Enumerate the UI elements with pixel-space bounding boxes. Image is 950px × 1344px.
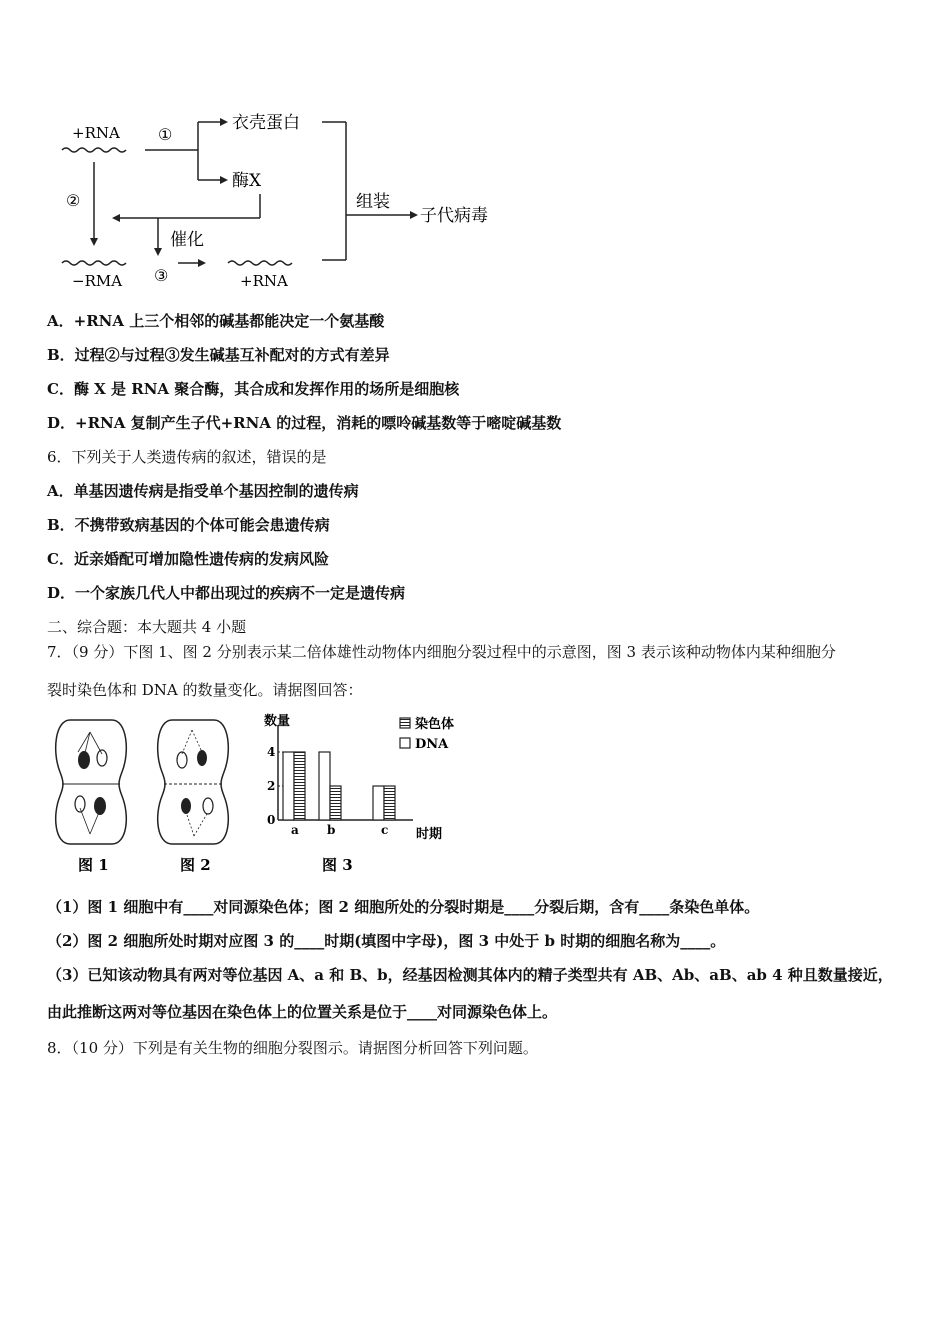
q5-option-d: D．+RNA 复制产生子代+RNA 的过程，消耗的嘌呤碱基数等于嘧啶碱基数 xyxy=(47,414,562,432)
bar-dna xyxy=(373,786,384,820)
q7-sub3-line1: （3）已知该动物具有两对等位基因 A、a 和 B、b，经基因检测其体内的精子类型共有 AB、Ab、aB、ab 4 种且数量接近， xyxy=(47,966,893,984)
legend-swatch xyxy=(400,718,410,728)
legend-label: 染色体 xyxy=(415,717,455,732)
x-tick-label: a xyxy=(291,823,299,837)
figure1-cell xyxy=(56,720,127,844)
legend-label: DNA xyxy=(415,737,449,752)
step3-label: ③ xyxy=(154,266,169,285)
y-axis-label: 数量 xyxy=(264,714,291,729)
coat-protein-label: 衣壳蛋白 xyxy=(232,113,300,133)
q7-stem-line1: 7．（9 分）下图 1、图 2 分别表示某二倍体雄性动物体内细胞分裂过程中的示意图，图 3 表示该种动物体内某种细胞分 xyxy=(47,643,836,661)
y-tick-label: 2 xyxy=(267,779,276,793)
q8-stem: 8．（10 分）下列是有关生物的细胞分裂图示。请据图分析回答下列问题。 xyxy=(47,1039,538,1057)
q7-sub3-line2: 由此推断这两对等位基因在染色体上的位置关系是位于____对同源染色体上。 xyxy=(47,1003,558,1021)
q7-stem-line2: 裂时染色体和 DNA 的数量变化。请据图回答： xyxy=(47,681,363,699)
figure1-label: 图 1 xyxy=(78,856,109,874)
legend-swatch xyxy=(400,738,410,748)
plus-rna-label: +RNA xyxy=(72,124,120,142)
plus-rna-strand xyxy=(62,148,126,152)
q7-sub2: （2）图 2 细胞所处时期对应图 3 的____时期(填图中字母)，图 3 中处于 b 时期的细胞名称为____。 xyxy=(47,932,726,950)
x-tick-label: c xyxy=(381,823,389,837)
assemble-label: 组装 xyxy=(356,192,390,212)
q6-stem: 6．下列关于人类遗传病的叙述，错误的是 xyxy=(47,448,327,466)
q7-sub1: （1）图 1 细胞中有____对同源染色体；图 2 细胞所处的分裂时期是____分裂后期，含有____条染色单体。 xyxy=(47,898,760,916)
step2-label: ② xyxy=(66,191,81,210)
step1-label: ① xyxy=(158,125,173,144)
q5-option-b: B．过程②与过程③发生碱基互补配对的方式有差异 xyxy=(47,346,390,364)
q6-option-a: A．单基因遗传病是指受单个基因控制的遗传病 xyxy=(47,482,359,500)
q6-option-b: B．不携带致病基因的个体可能会患遗传病 xyxy=(47,516,330,534)
bar-dna xyxy=(283,752,294,820)
q5-option-a: A．+RNA 上三个相邻的碱基都能决定一个氨基酸 xyxy=(47,312,385,330)
plus-rna-label-2: +RNA xyxy=(240,272,288,290)
q7-figures xyxy=(50,712,470,877)
bar-chromosome xyxy=(330,786,341,820)
x-tick-label: b xyxy=(327,823,336,837)
figure2-cell xyxy=(158,720,229,844)
x-axis-label: 时期 xyxy=(416,827,443,842)
section-heading: 二、综合题：本大题共 4 小题 xyxy=(47,618,247,636)
figure3-chart xyxy=(264,713,454,842)
q5-option-c: C．酶 X 是 RNA 聚合酶，其合成和发挥作用的场所是细胞核 xyxy=(47,380,460,398)
bar-chromosome xyxy=(294,752,305,820)
y-tick-label: 4 xyxy=(267,745,276,759)
virus-replication-diagram xyxy=(50,100,510,295)
figure2-label: 图 2 xyxy=(180,856,211,874)
bar-chromosome xyxy=(384,786,395,820)
bar-dna xyxy=(319,752,330,820)
y-tick-label: 0 xyxy=(267,813,276,827)
minus-rna-label: −RMA xyxy=(72,272,123,290)
catalyze-label: 催化 xyxy=(170,230,204,250)
q6-option-c: C．近亲婚配可增加隐性遗传病的发病风险 xyxy=(47,550,329,568)
enzyme-x-label: 酶X xyxy=(232,171,262,191)
q6-option-d: D．一个家族几代人中都出现过的疾病不一定是遗传病 xyxy=(47,584,406,602)
figure3-label: 图 3 xyxy=(322,856,353,874)
progeny-virus-label: 子代病毒 xyxy=(420,206,488,226)
